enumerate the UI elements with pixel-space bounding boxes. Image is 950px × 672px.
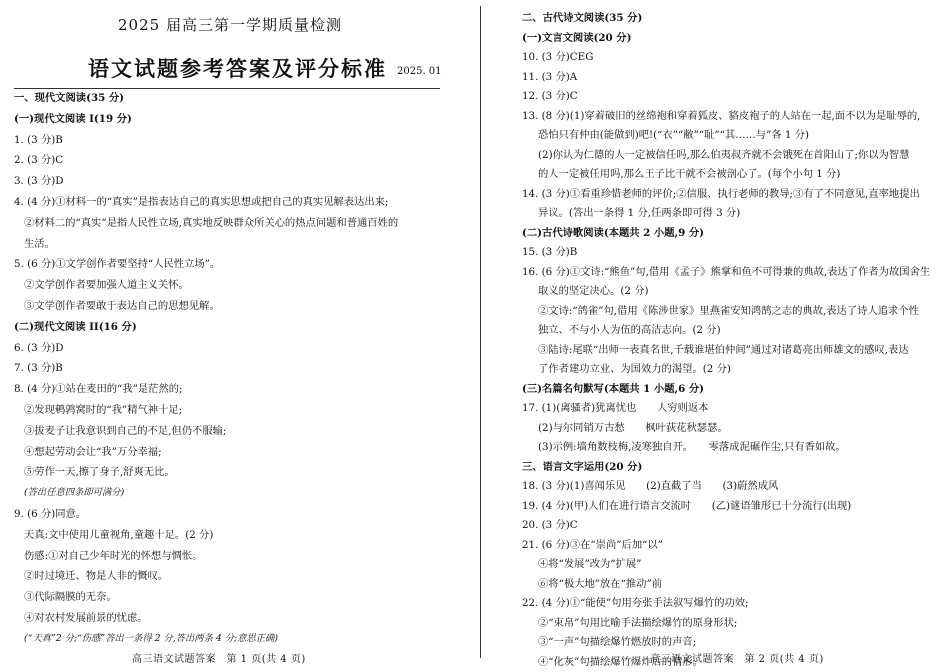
answer-page-1 [0,0,470,672]
answer-line: 取义的坚定决心。(2 分) [538,285,649,297]
answer-line: (2)你认为仁德的人一定被信任吗,那么伯夷叔齐就不会饿死在首阳山了;你以为智慧 [538,148,910,161]
document-title: 语文试题参考答案及评分标准 [88,56,387,81]
answer-page-2 [485,0,950,672]
section-heading: (一)现代文阅读 I(19 分) [14,112,132,125]
column-divider [480,6,481,658]
answer-line: 2. (3 分)C [14,154,64,167]
answer-line: ④想起劳动会让“我”万分幸福; [24,445,162,458]
answer-line: (3)示例:墙角数枝梅,凌寒独自开。 零落成泥碾作尘,只有香如故。 [538,441,846,453]
section-heading: 二、古代诗文阅读(35 分) [522,12,643,24]
title-divider [14,88,440,89]
answer-line: 13. (8 分)(1)穿着破旧的丝绵袍和穿着狐皮、貉皮袍子的人站在一起,面不以为是耻辱的, [522,109,921,122]
answer-line: ②“束帛”句用比喻手法描绘爆竹的原身形状; [538,616,738,629]
answer-line: 19. (4 分)(甲)人们在进行语言交流时 (乙)谜语雏形已十分流行(出现) [522,499,852,512]
answer-line: ④“化灰”句描绘爆竹爆炸后的情形。 [538,655,703,668]
answer-line: 9. (6 分)同意。 [14,508,87,520]
answer-line: 21. (6 分)③在“崇尚”后加“以” [522,538,663,551]
answer-line: 20. (3 分)C [522,519,578,531]
answer-line: (2)与尔同销万古愁 枫叶荻花秋瑟瑟。 [538,421,728,434]
answer-line: ②文学创作者要加强人道主义关怀。 [24,279,189,292]
answer-line: ②文诗:“鸽雀”句,借用《陈涉世家》里燕雀安知鸿鹄之志的典故,表达了诗人追求个性 [538,304,919,317]
page-footer-right: 高三语文试题答案 第 2 页(共 4 页) [650,654,824,665]
answer-line: ④将“发展”改为“扩展” [538,558,642,570]
answer-line: 10. (3 分)CEG [522,51,594,63]
answer-line: 的人一定被任用吗,那么王子比干就不会被剖心了。(每个小句 1 分) [538,168,841,180]
answer-line: 独立、不与小人为伍的高洁志向。(2 分) [538,324,721,336]
answer-line: 4. (4 分)①材料一的“真实”是指表达自己的真实思想或把自己的真实见解表达出来; [14,196,389,208]
answer-line: 异议。(答出一条得 1 分,任两条即可得 3 分) [538,207,741,219]
section-heading: (三)名篇名句默写(本题共 1 小题,6 分) [522,382,705,395]
answer-line: ②时过境迁、物是人非的慨叹。 [24,570,169,583]
answer-line: 恐怕只有仲由(能做到)吧!(“衣”“敝”“耻”“其……与”各 1 分) [538,129,810,141]
exam-title: 2025 届高三第一学期质量检测 [118,16,342,34]
section-heading: (二)古代诗歌阅读(本题共 2 小题,9 分) [522,226,705,239]
answer-line: 伤感:①对自己少年时光的怀想与惆怅。 [24,549,203,562]
answer-line: 17. (1)(离骚者)犹离忧也 人穷则返本 [522,402,709,414]
answer-line: 生活。 [24,237,55,250]
section-heading: (二)现代文阅读 II(16 分) [14,320,137,333]
answer-line: 18. (3 分)(1)喜闻乐见 (2)直截了当 (3)蔚然成风 [522,480,779,492]
answer-line: 12. (3 分)C [522,90,578,102]
section-heading: 三、语言文字运用(20 分) [522,460,643,473]
answer-line: ⑤劳作一天,擦了身子,舒爽无比。 [24,466,175,479]
answer-line: 1. (3 分)B [14,133,63,146]
answer-line: ③代际隔膜的无奈。 [24,591,117,604]
answer-line: 3. (3 分)D [14,175,64,188]
answer-line: (答出任意四条即可满分) [24,487,125,499]
answer-line: ③拔麦子让我意识到自己的不足,但仍不服输; [24,424,227,437]
answer-line: 了作者建功立业、为国效力的渴望。(2 分) [538,363,731,375]
section-heading: (一)文言文阅读(20 分) [522,31,632,44]
answer-line: 16. (6 分)①文诗:“熊鱼”句,借用《孟子》熊掌和鱼不可得兼的典故,表达了作者为故国舍生 [522,265,931,278]
answer-line: 11. (3 分)A [522,70,578,83]
answer-line: ④对农村发展前景的忧虑。 [24,612,148,624]
document-date: 2025. 01 [397,66,442,77]
answer-line: 14. (3 分)①看重珍惜老师的评价;②信服、执行老师的教导;③有了不同意见,直率地提出 [522,187,920,200]
answer-line: 5. (6 分)①文学创作者要坚持“人民性立场”。 [14,258,221,271]
section-heading: 一、现代文阅读(35 分) [14,92,125,104]
answer-line: 8. (4 分)①站在麦田的“我”是茫然的; [14,383,183,396]
answer-line: ③“一声”句描绘爆竹燃放时的声音; [538,636,697,648]
answer-line: ②材料二的“真实”是指人民性立场,真实地反映群众所关心的热点问题和普通百姓的 [24,216,399,229]
answer-line: ③陆诗:尾联“出师一表真名世,千载谁堪伯仲间”通过对诸葛亮出师雄文的感叹,表达 [538,343,909,356]
answer-line: (“天真”2 分;“伤感”答出一条得 2 分,答出两条 4 分;意思正确) [24,632,278,644]
answer-line: 15. (3 分)B [522,246,578,258]
answer-line: ⑥将“极大地”放在“推动”前 [538,577,663,590]
answer-line: 天真:文中使用儿童视角,童趣十足。(2 分) [24,528,214,541]
answer-line: 6. (3 分)D [14,341,64,354]
answer-line: ③文学创作者要敢于表达自己的思想见解。 [24,300,220,312]
answer-line: 22. (4 分)①“能使”句用夸张手法叙写爆竹的功效; [522,597,749,609]
answer-line: ②发现鹌鹑窝时的“我”精气神十足; [24,404,183,416]
answer-line: 7. (3 分)B [14,362,63,375]
page-footer-left: 高三语文试题答案 第 1 页(共 4 页) [132,654,306,665]
